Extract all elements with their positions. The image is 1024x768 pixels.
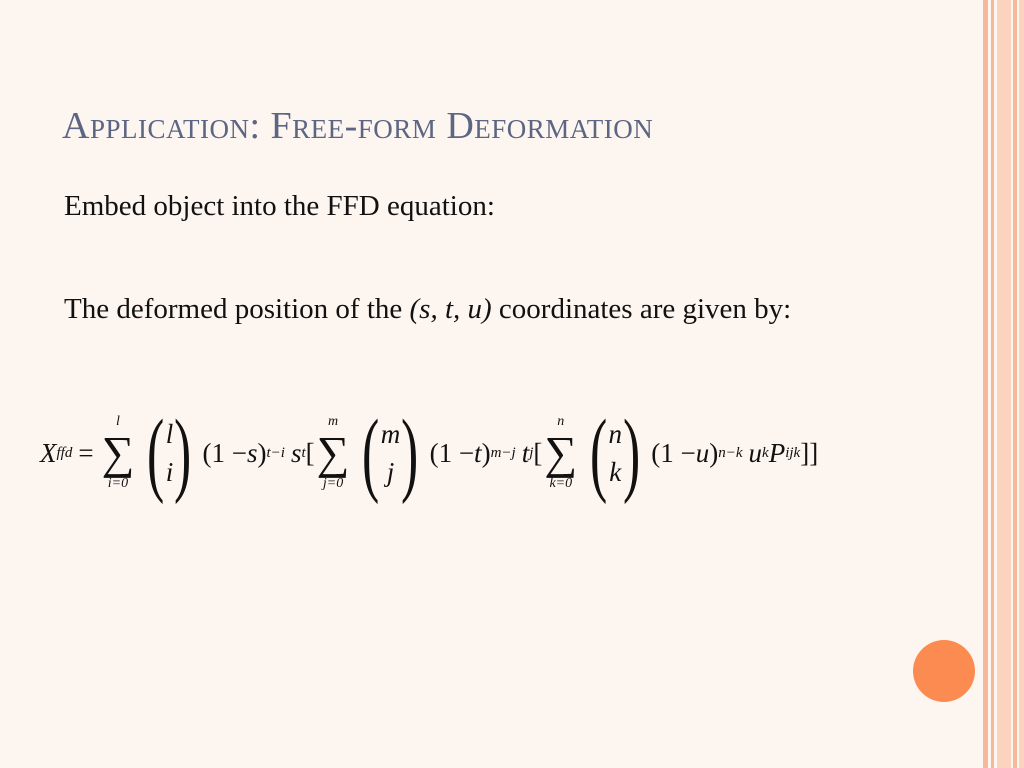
binomial-top: l — [165, 419, 174, 449]
formula-superscript: t — [301, 444, 306, 461]
binomial — [355, 401, 425, 505]
formula-subscript: ffd — [56, 444, 73, 461]
slide-title: Application: Free-form Deformation — [62, 105, 654, 147]
formula-bracket: [ — [305, 437, 315, 468]
summation-lower: k=0 — [549, 476, 573, 491]
binomial-bottom: j — [386, 457, 395, 487]
summation-upper: m — [327, 414, 339, 429]
binomial-bottom: i — [165, 457, 174, 487]
summation-lower: j=0 — [322, 476, 344, 491]
summation — [544, 414, 577, 492]
decorative-circle — [913, 640, 975, 702]
summation-lower: i=0 — [107, 476, 129, 491]
formula-term: (1 − — [202, 437, 247, 468]
formula-superscript: m−j — [490, 444, 516, 461]
formula-symbol: s — [246, 437, 258, 468]
formula-superscript: n−k — [718, 444, 743, 461]
left-paren: ( — [362, 401, 380, 505]
summation-upper: l — [116, 414, 120, 429]
binomial-top: n — [608, 419, 622, 449]
formula-symbol: u — [748, 437, 763, 468]
binomial — [140, 401, 198, 505]
border-stripe — [983, 0, 988, 768]
formula-symbol: t — [521, 437, 530, 468]
formula-superscript: k — [762, 444, 769, 461]
formula-term: (1 − — [429, 437, 475, 468]
border-stripe — [991, 0, 994, 768]
formula-paren: ) — [709, 437, 719, 468]
formula-symbol: P — [768, 437, 786, 468]
formula-superscript: t−i — [266, 444, 285, 461]
coordinates-math: (s, t, u) — [409, 293, 492, 325]
formula-symbol: t — [474, 437, 482, 468]
body-text: The deformed position of the — [64, 293, 410, 325]
right-paren: ) — [174, 401, 192, 505]
binomial-bottom: k — [609, 457, 622, 487]
border-stripe — [997, 0, 1011, 768]
formula-symbol: u — [695, 437, 710, 468]
ffd-equation — [40, 398, 970, 508]
formula-symbol: s — [290, 437, 302, 468]
formula-term: (1 − — [651, 437, 696, 468]
binomial-top: m — [380, 419, 401, 449]
summation-sigma: ∑ — [101, 427, 135, 478]
body-line-1: Embed object into the FFD equation: — [64, 190, 495, 222]
formula-bracket: ]] — [800, 437, 819, 468]
right-paren: ) — [623, 401, 641, 505]
summation — [102, 414, 135, 492]
right-paren: ) — [401, 401, 419, 505]
formula-paren: ) — [257, 437, 267, 468]
formula-symbol: X — [40, 437, 57, 468]
binomial — [583, 401, 647, 505]
summation-sigma: ∑ — [544, 427, 578, 478]
formula-paren: ) — [481, 437, 491, 468]
body-text: coordinates are given by: — [491, 293, 792, 325]
border-stripe — [1013, 0, 1017, 768]
body-line-2 — [64, 288, 904, 330]
summation-sigma: ∑ — [316, 427, 350, 478]
summation-upper: n — [557, 414, 565, 429]
formula-bracket: [ — [533, 437, 543, 468]
summation — [317, 414, 350, 492]
formula-subscript: ijk — [785, 444, 801, 461]
formula-superscript: j — [529, 444, 534, 461]
formula-operator: = — [78, 437, 94, 468]
left-paren: ( — [590, 401, 608, 505]
left-paren: ( — [147, 401, 165, 505]
border-stripe — [1019, 0, 1024, 768]
